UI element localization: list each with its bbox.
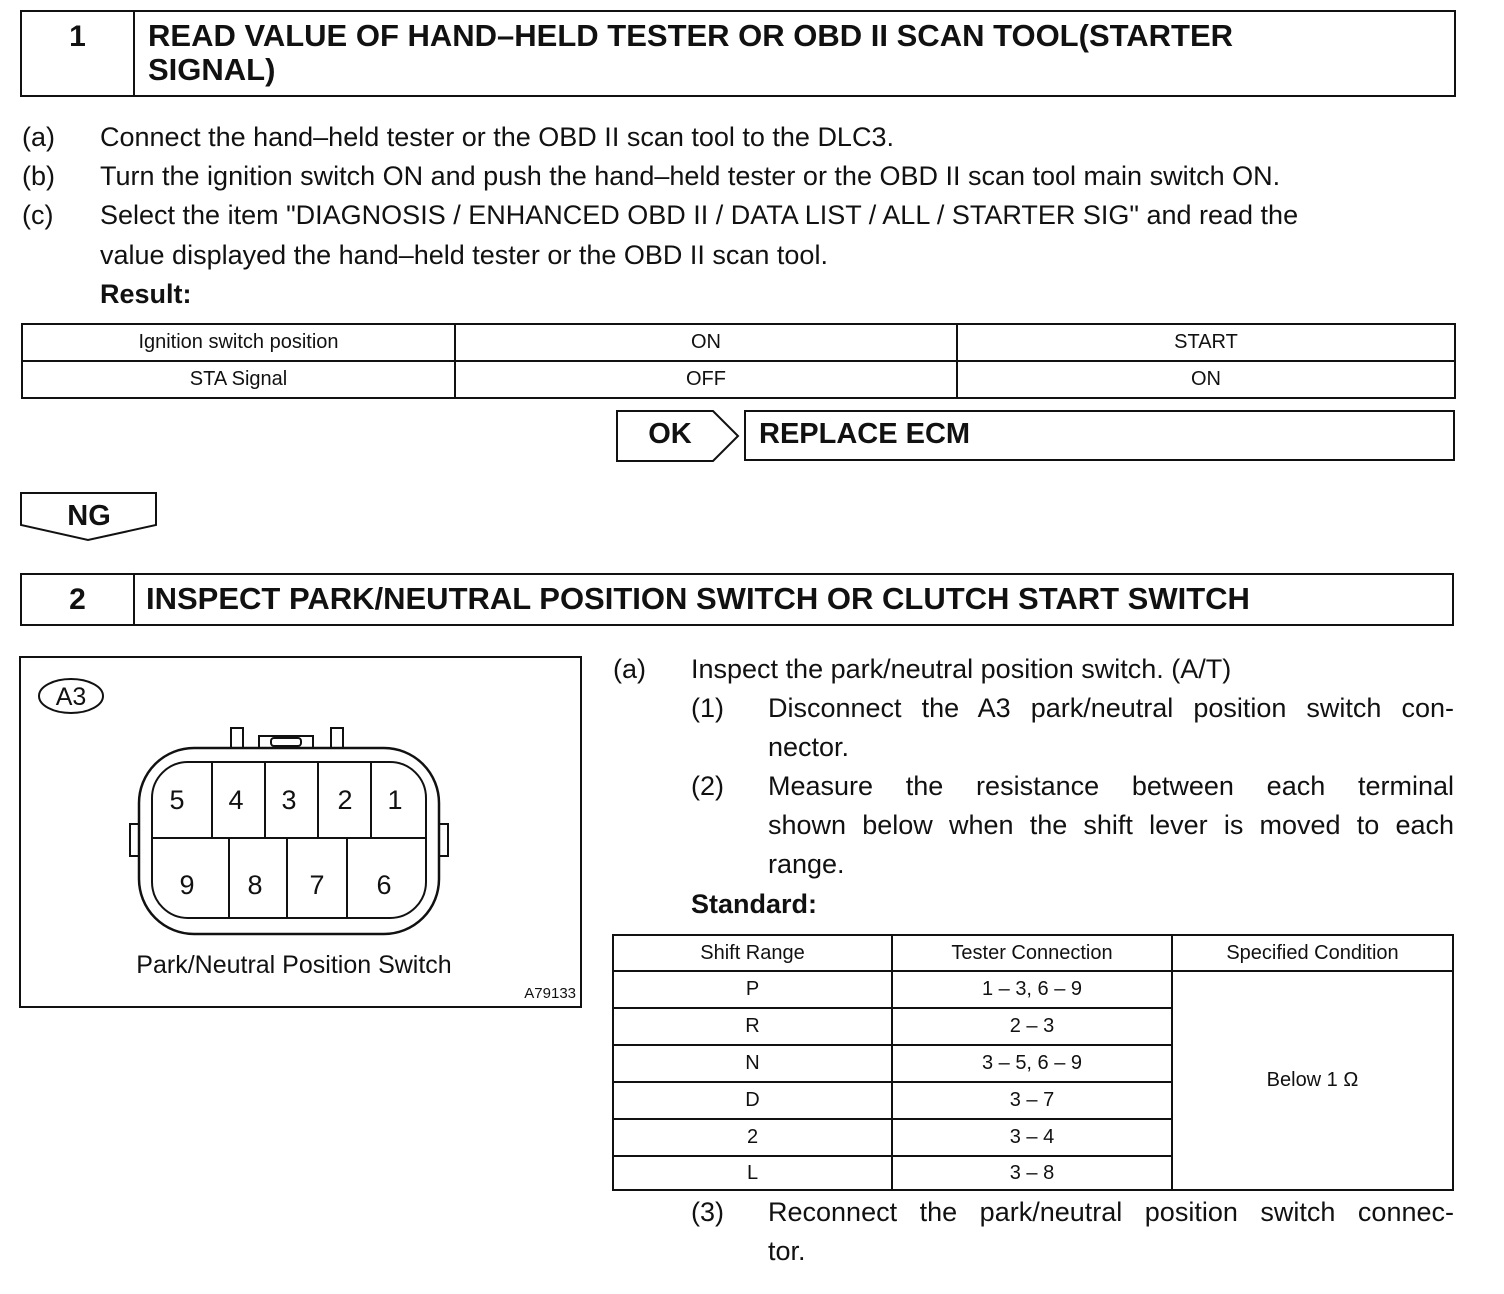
table-cell: 3 – 8 xyxy=(892,1156,1172,1190)
table-cell: 2 xyxy=(613,1119,892,1156)
sub3-label: (3) xyxy=(691,1197,724,1227)
item-c-label: (c) xyxy=(22,200,54,230)
table-cell: 3 – 5, 6 – 9 xyxy=(892,1045,1172,1082)
step1-number: 1 xyxy=(69,20,86,53)
table-row xyxy=(22,361,1455,398)
sub2-line2: shown below when the shift lever is moved to each xyxy=(768,810,1454,840)
step2-number: 2 xyxy=(69,583,86,616)
table-cell: 1 – 3, 6 – 9 xyxy=(892,971,1172,1008)
replace-ecm-label: REPLACE ECM xyxy=(759,418,971,450)
item-a-label: (a) xyxy=(22,122,55,152)
step1-title-line1: READ VALUE OF HAND–HELD TESTER OR OBD II SCAN TOOL(STARTER xyxy=(148,18,1234,53)
sub3-line1: Reconnect the park/neutral position switch connec- xyxy=(768,1197,1454,1227)
table-cell: ON xyxy=(957,361,1455,398)
step2-a-text: Inspect the park/neutral position switch. (A/T) xyxy=(691,654,1232,684)
table-cell: N xyxy=(613,1045,892,1082)
sub3-line2: tor. xyxy=(768,1236,806,1266)
step1-title-line2: SIGNAL) xyxy=(148,52,276,87)
table-header-cell: Tester Connection xyxy=(892,935,1172,971)
table-cell: 3 – 4 xyxy=(892,1119,1172,1156)
table-cell: 2 – 3 xyxy=(892,1008,1172,1045)
pin-label: 2 xyxy=(337,785,353,815)
pin-label: 6 xyxy=(376,870,392,900)
item-c-line2: value displayed the hand–held tester or the OBD II scan tool. xyxy=(100,240,828,270)
item-b-label: (b) xyxy=(22,161,55,191)
pin-label: 4 xyxy=(228,785,244,815)
ng-label: NG xyxy=(67,500,111,532)
table-cell: OFF xyxy=(455,361,957,398)
sub1-line1: Disconnect the A3 park/neutral position switch con- xyxy=(768,693,1454,723)
ok-label: OK xyxy=(648,418,692,450)
table-cell: 3 – 7 xyxy=(892,1082,1172,1119)
sub1-line2: nector. xyxy=(768,732,850,762)
step2-a-label: (a) xyxy=(613,654,646,684)
table-cell: ON xyxy=(455,324,957,361)
sub2-line3: range. xyxy=(768,849,845,879)
table-cell: Ignition switch position xyxy=(22,324,455,361)
standard-table xyxy=(612,934,1454,1191)
table-row xyxy=(22,324,1455,361)
pin-label: 1 xyxy=(387,785,403,815)
table-cell: L xyxy=(613,1156,892,1190)
figure-code: A79133 xyxy=(524,985,576,1002)
step1-divider xyxy=(133,10,135,97)
pin-label: 5 xyxy=(169,785,185,815)
item-c-line1: Select the item "DIAGNOSIS / ENHANCED OBD II / DATA LIST / ALL / STARTER SIG" and read the xyxy=(100,200,1299,230)
result-table xyxy=(21,323,1456,399)
sub2-line1: Measure the resistance between each terminal xyxy=(768,771,1454,801)
item-a-text: Connect the hand–held tester or the OBD II scan tool to the DLC3. xyxy=(100,122,894,152)
table-cell: P xyxy=(613,971,892,1008)
step2-title: INSPECT PARK/NEUTRAL POSITION SWITCH OR CLUTCH START SWITCH xyxy=(146,581,1250,616)
table-header-cell: Shift Range xyxy=(613,935,892,971)
table-header-row xyxy=(613,935,1453,971)
pin-label: 9 xyxy=(179,870,195,900)
table-row xyxy=(613,971,1453,1008)
table-header-cell: Specified Condition xyxy=(1172,935,1453,971)
connector-latch-slot xyxy=(271,738,301,746)
sub1-label: (1) xyxy=(691,693,724,723)
table-cell: D xyxy=(613,1082,892,1119)
figure-caption: Park/Neutral Position Switch xyxy=(136,951,452,979)
table-cell: R xyxy=(613,1008,892,1045)
item-b-text: Turn the ignition switch ON and push the hand–held tester or the OBD II scan tool main switch ON. xyxy=(100,161,1281,191)
pin-label: 3 xyxy=(281,785,297,815)
pin-label: 8 xyxy=(247,870,263,900)
step2-divider xyxy=(133,573,135,626)
table-cell: STA Signal xyxy=(22,361,455,398)
connector-id-label: A3 xyxy=(55,683,87,711)
result-label: Result: xyxy=(100,279,192,309)
standard-label: Standard: xyxy=(691,889,818,919)
sub2-label: (2) xyxy=(691,771,724,801)
condition-cell: Below 1 Ω xyxy=(1172,971,1453,1190)
pin-label: 7 xyxy=(309,870,325,900)
table-cell: START xyxy=(957,324,1455,361)
